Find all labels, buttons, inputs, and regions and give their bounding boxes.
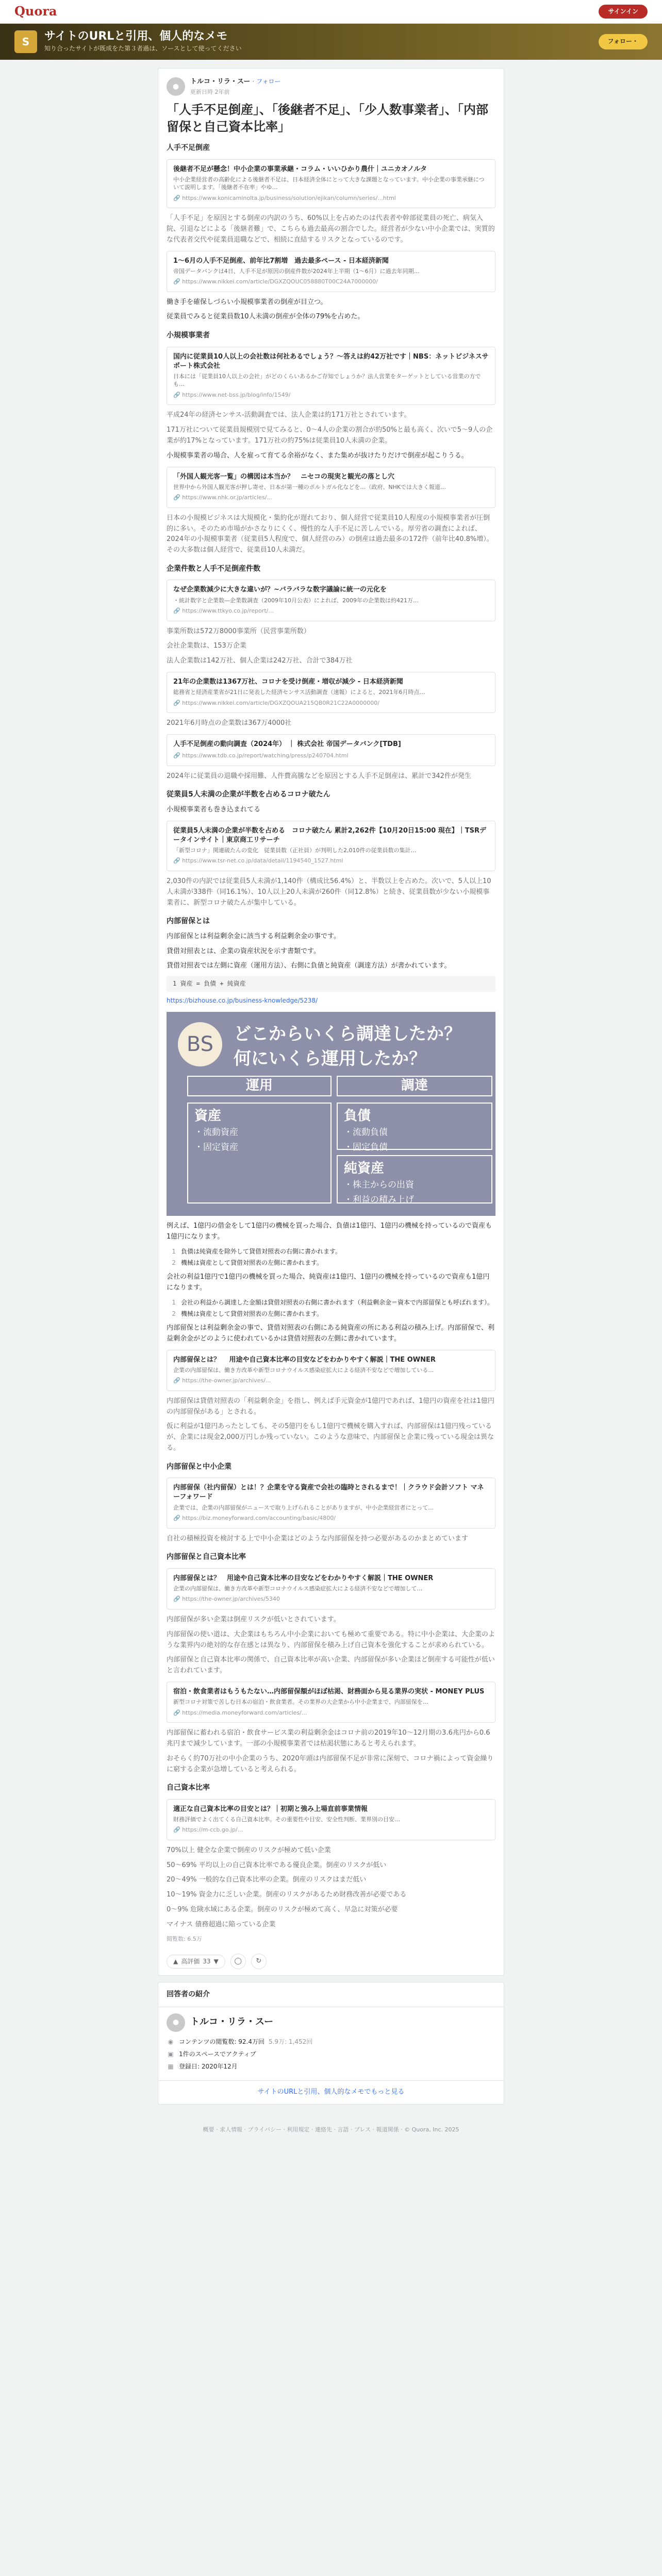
link-card-title: 国内に従業員10人以上の会社数は何社あるでしょう？～答えは約42万社です｜NBS：ネットビジネスサポート株式会社 — [173, 352, 489, 370]
link-card[interactable] — [167, 580, 495, 621]
top-bar — [0, 0, 662, 24]
source-link[interactable]: https://bizhouse.co.jp/business-knowledge/5238/ — [167, 997, 318, 1005]
section-heading: 内部留保と自己資本比率 — [167, 1553, 246, 1562]
avatar[interactable]: ● — [167, 2013, 185, 2032]
paragraph: 2024年に従業員の退職や採用難、人件費高騰などを原因とする人手不足倒産は、累計で342件が発生 — [167, 772, 471, 780]
link-card-url: 🔗 https://media.moneyforward.com/articles/... — [173, 1709, 307, 1716]
upvote-button[interactable] — [167, 1955, 225, 1969]
link-card[interactable] — [167, 1682, 495, 1723]
paragraph: 例えば、1億円の借金をして1億円の機械を買った場合、負債は1億円、1億円の機械を持っているので資産も1億円になります。 — [167, 1222, 492, 1241]
link-card-url: 🔗 https://www.nhk.or.jp/articles/... — [173, 494, 272, 501]
paragraph: 内部留保に蓄われる宿泊・飲食サービス業の利益剰余金はコロナ前の2019年10〜12月期の3.6兆円から0.6兆円まで減少しています。一部の小規模事業者では枯渇状態にあると考えられます。 — [167, 1729, 490, 1748]
link-card-title: 21年の企業数は1367万社、コロナを受け倒産・増収が減少 - 日本経済新聞 — [173, 677, 403, 686]
link-card-title: 適正な自己資本比率の目安とは？｜初期と強み上場直前事業情報 — [173, 1805, 368, 1813]
paragraph: 自社の積極投資を検討する上で中小企業はどのような内部留保を持つ必要があるのかまとめています — [167, 1534, 469, 1543]
paragraph: 会社の利益1億円で1億円の機械を買った場合、純資産は1億円、1億円の機械を持っているので資産も1億円になります。 — [167, 1273, 490, 1292]
ratio-item: マイナス 債務超過に陥っている企業 — [167, 1920, 276, 1928]
action-bar — [167, 1950, 495, 1969]
paragraph: 日本の小規模ビジネスは大規模化・集約化が遅れており、個人経営で従業員10人程度の小規模事業者が圧倒的に多い。そのため市場がかさなりにくく、慢性的な人手不足に苦しんでいる。厚労省の調査によれば、2024年の小規模事業者（従業員5人程度で、個人経営のみ）の倒産は過去最多の172件（前年比40.8%増）。その大多数は個人経営で、従業員10人未満だ。 — [167, 514, 493, 554]
signin-button[interactable]: サインイン — [599, 5, 648, 19]
credential-spaces: ▣ 1件のスペースでアクティブ — [167, 2049, 495, 2059]
ratio-list — [167, 1845, 495, 1930]
paragraph: 171万社について従業員規模別で見てみると、0〜4人の企業の割合が約50%と最も高く、次いで5〜9人の企業が約17%となっています。171万社の約75%は従業員10人未満の企業。 — [167, 426, 493, 445]
link-card[interactable] — [167, 467, 495, 508]
section-heading: 従業員5人未満の企業が半数を占めるコロナ破たん — [167, 790, 330, 799]
eye-icon: ◉ — [168, 2038, 174, 2045]
link-card-title: なぜ企業数減少に大きな違いが？~バラバラな数字議論に統一の元化を — [173, 586, 387, 594]
link-card-title: 内部留保とは？ 用途や自己資本比率の目安などをわかりやすく解説｜THE OWNER — [173, 1355, 436, 1364]
paragraph: 会社企業数は、153万企業 — [167, 642, 246, 650]
link-card-title: 後継者不足が懸念！中小企業の事業承継・コラム・いいひかり農什｜ユニカオノルタ — [173, 165, 427, 173]
space-header — [0, 24, 662, 60]
share-icon[interactable]: ↻ — [251, 1954, 267, 1969]
ratio-item: 20〜49% 一般的な自己資本比率の企業。倒産のリスクはまだ低い — [167, 1876, 367, 1884]
link-card[interactable] — [167, 734, 495, 766]
link-card-url: 🔗 https://www.ttkyo.co.jp/report/... — [173, 607, 274, 614]
paragraph: 「人手不足」を原因とする倒産の内訳のうち、60%以上を占めたのは代表者や幹部従業員の死亡、病気入院、引退などによる「後継者難」で、こちらも過去最高の割合でした。経営者が少ない中小企業では、実質的な代表者交代や従業員退職などで、相続に直結するリスクとなっているのです。 — [167, 214, 495, 244]
link-card-description: 財務評価でよく出てくる自己資本比率。その重要性や目安、安全性判断、業界別の目安… — [173, 1816, 400, 1823]
link-card-url: 🔗 https://www.tsr-net.co.jp/data/detail/1194540_1527.html — [173, 857, 343, 865]
link-card[interactable] — [167, 1478, 495, 1528]
about-heading: 回答者の紹介 — [158, 1982, 504, 2007]
paragraph: 内部留保の使い道は、大企業はもちろん中小企業においても極めて重要である。特に中小企業は、大企業のような業界内の絶対的な存在感とは異なり、内部留保を積み上げ自己資本を強化することが求められている。 — [167, 1630, 495, 1649]
link-card[interactable] — [167, 1568, 495, 1609]
link-card-description: 「新型コロナ」関連破たんの変化 従業員数（正社員）が判明した2,010件の従業員数の集計… — [173, 847, 417, 854]
space-title[interactable]: サイトのURLと引用、個人的なメモ — [44, 30, 228, 43]
credential-joined: ▦ 登録日: 2020年12月 — [167, 2062, 495, 2072]
paragraph: 小規模事業者も巻き込まれてる — [167, 805, 261, 814]
credential-views: ◉ コンテンツの閲覧数: 92.4万回 5.9万: 1,452回 — [167, 2037, 495, 2047]
link-card-description: ・統計数字と企業数―企業数調査（2009年10月公表）によれば、2009年の企業数は約421万… — [173, 597, 419, 604]
section-heading: 企業件数と人手不足倒産件数 — [167, 564, 260, 573]
link-card-url: 🔗 https://www.net-bss.jp/blog/info/1549/ — [173, 391, 291, 398]
follow-space-button[interactable]: フォロー・ — [599, 34, 648, 49]
paragraph: 2021年6月時点の企業数は367万4000社 — [167, 719, 292, 727]
upvote-label: 高評価 — [181, 1957, 200, 1965]
link-card-url: 🔗 https://www.nikkei.com/article/DGXZQOUA215QB0R21C22A0000000/ — [173, 699, 379, 706]
ratio-item: 0〜9% 危険水域にある企業。倒産のリスクが極めて高く、早急に対策が必要 — [167, 1906, 398, 1914]
bs-equity-box: 純資産 ・株主からの出資 ・利益の積み上げ — [337, 1155, 492, 1204]
link-card-url: 🔗 https://biz.moneyforward.com/accounting/basic/4800/ — [173, 1515, 336, 1522]
space-icon[interactable]: S — [14, 30, 37, 53]
link-card-url: 🔗 https://m-ccb.go.jp/... — [173, 1826, 243, 1834]
code-block: 1 資産 = 負債 + 純資産 — [167, 976, 495, 992]
ratio-item: 50〜69% 平均以上の自己資本比率である優良企業。倒産のリスクが低い — [167, 1861, 387, 1869]
more-from-space-link[interactable]: サイトのURLと引用、個人的なメモでもっと見る — [158, 2080, 504, 2104]
section-heading: 内部留保とは — [167, 917, 210, 926]
bs-headline: どこからいくら調達したか？ 何にいくら運用したか？ — [234, 1024, 461, 1069]
paragraph: 貸借対照表とは、企業の資産状況を示す書類です。 — [167, 947, 320, 955]
post-title: 「人手不足倒産」、「後継者不足」、「少人数事業者」、「内部留保と自己資本比率」 — [167, 103, 488, 134]
paragraph: 内部留保が多い企業は倒産リスクが低いとされています。 — [167, 1615, 340, 1623]
link-card[interactable] — [167, 347, 495, 405]
numbered-list: 1 会社の利益から調達した金額は貸借対照表の右側に書かれます（利益剰余金＝資本で内部留保とも呼ばれます）。 2 機械は資産として貸借対照表の左側に書かれます。 — [172, 1298, 494, 1317]
link-card[interactable] — [167, 672, 495, 713]
paragraph: 2,030件の内訳では従業員5人未満が1,140件（構成比56.4%）と、半数以上を占めた。次いで、5人以上10人未満が338件（同16.1%）、10人以上20人未満が260件（同12.8%）と続き、従業員数が少ない小規模事業者に、新型コロナ破たんが集中している。 — [167, 877, 491, 907]
post-date: 更新日時 2年前 — [190, 88, 230, 95]
paragraph: 働き手を確保しづらい小規模事業者の倒産が目立つ。 — [167, 298, 327, 306]
space-icon: ▣ — [168, 2050, 174, 2058]
link-card-title: 内部留保とは？ 用途や自己資本比率の目安などをわかりやすく解説｜THE OWNER — [173, 1574, 434, 1582]
post-card — [158, 68, 504, 1976]
paragraph: おそらく約70万社の中小企業のうち、2020年頭は内部留保不足が非常に深刻で、コロナ禍によって資金繰りに窮する企業が急増していると考えられる。 — [167, 1754, 494, 1773]
comment-icon[interactable]: ◯ — [230, 1954, 246, 1969]
link-card-description: 中小企業経営者の高齢化による後継者不足は、日本経済全体にとって大きな課題となっています。中小企業の事業承継について説明します。「後継者不在率」やゆ… — [173, 176, 485, 191]
link-card-title: 「外国人観光客一覧」の構図は本当か？ ニセコの現実と観光の落とし穴 — [173, 472, 395, 481]
author-name[interactable]: トルコ・リラ・スー — [190, 78, 251, 86]
ratio-item: 70%以上 健全な企業で倒産のリスクが極めて低い企業 — [167, 1846, 331, 1854]
bs-badge: BS — [178, 1022, 222, 1066]
profile-name[interactable]: トルコ・リラ・スー — [190, 2016, 274, 2028]
link-card[interactable] — [167, 1799, 495, 1840]
paragraph: 内部留保は貸借対照表の「利益剰余金」を指し、例えば手元資金が1億円であれば、1億円の資産を社は1億円の内部留保がある」とされる。 — [167, 1397, 494, 1416]
quora-logo[interactable]: Quora — [14, 4, 57, 19]
link-card-url: 🔗 https://the-owner.jp/archives/5340 — [173, 1596, 280, 1603]
numbered-list: 1 負債は純資産を除外して貸借対照表の右側に書かれます。 2 機械は資産として貸借対照表の左側に書かれます。 — [172, 1247, 342, 1266]
link-card-title: 人手不足倒産の動向調査（2024年） ｜ 株式会社 帝国データバンク[TDB] — [173, 740, 401, 748]
author-follow-link[interactable]: · フォロー — [252, 78, 281, 85]
paragraph: 小規模事業者の場合、人を雇って育てる余裕がなく、また集めが抜けたりだけで倒産が起こりうる。 — [167, 451, 468, 460]
link-card-title: 内部留保（社内留保）とは！？企業を守る資産で会社の臨時とされるまで！｜クラウド会計ソフト マネーフォワード — [173, 1484, 484, 1501]
balance-sheet-figure — [167, 1012, 495, 1216]
footer: 概要 · 求人情報 · プライバシー · 利用規定 · 連絡先 · 言語 · プレス · 報道関係 · © Quora, Inc. 2025 — [203, 2126, 459, 2133]
paragraph: 内部留保と自己資本比率の関係で、自己資本比率が高い企業、内部留保が多い企業ほど倒産する可能性が低いと言われています。 — [167, 1656, 495, 1675]
about-author-card — [158, 1982, 504, 2105]
link-card-title: 従業員5人未満の企業が半数を占める コロナ破たん 累計2,262件【10月20日15:00 現在】｜TSRデータインサイト｜東京商工リサーチ — [173, 826, 487, 844]
section-heading: 内部留保と中小企業 — [167, 1462, 231, 1471]
link-card-description: 企業の内部留保は、働き方改革や新型コロナウイルス感染症拡大による経済不安などで増加している… — [173, 1366, 434, 1374]
link-card-description: 企業では、企業の内部留保がニュースで取り上げられることがありますが、中小企業経営者にとって… — [173, 1504, 434, 1511]
upvote-count: 33 — [203, 1957, 211, 1965]
link-card-description: 帝国データバンクは4日、人手不足が原因の倒産件数が2024年上半期（1～6月）に過去年同期… — [173, 267, 420, 275]
upvote-icon: ▲ — [173, 1957, 178, 1965]
view-count: 閲覧数: 6.5万 — [167, 1935, 202, 1942]
avatar[interactable]: ● — [167, 77, 185, 96]
link-card[interactable] — [167, 821, 495, 871]
link-card-description: 世界中から外国人観光客が押し寄せ、日本が第一種のポルトガル化などを…（政府、NHKでは大きく報道… — [173, 483, 446, 490]
paragraph: 平成24年の経済センサス-活動調査では、法人企業は約171万社とされています。 — [167, 411, 411, 419]
link-card-description: 企業の内部留保は、働き方改革や新型コロナウイルス感染症拡大による経済不安などで増加して… — [173, 1585, 423, 1592]
link-card-url: 🔗 https://www.tdb.co.jp/report/watching/press/p240704.html — [173, 752, 349, 759]
link-card-url: 🔗 https://www.nikkei.com/article/DGXZQOUC058880T00C24A7000000/ — [173, 278, 378, 285]
link-card[interactable] — [167, 159, 495, 209]
link-card-description: 新型コロナ対策で苦しむ日本の宿泊・飲食業者。その業界の大企業から中小企業まで、内部留保を… — [173, 1699, 428, 1706]
paragraph: 従業員でみると従業員数10人未満の倒産が全体の79%を占めた。 — [167, 313, 365, 321]
bs-asset-box: 資産 ・流動資産 ・固定資産 — [187, 1103, 332, 1204]
paragraph: 内部留保とは利益剰余金に該当する利益剰余金の事です。 — [167, 932, 340, 940]
space-description: 知り合ったサイトが既成をた第３者過は、ソースとして使ってください — [44, 44, 242, 52]
link-card[interactable] — [167, 1350, 495, 1391]
link-card-url: 🔗 https://www.konicaminolta.jp/business/solution/ejikan/column/series/...html — [173, 194, 396, 201]
calendar-icon: ▦ — [168, 2063, 174, 2071]
bs-right-head: 調達 — [337, 1076, 492, 1096]
bs-left-head: 運用 — [187, 1076, 332, 1096]
paragraph: 事業所数は572万8000事業所（民営事業所数） — [167, 627, 310, 635]
paragraph: 仮に利益が1億円あったとしても、その5億円をもし1億円で機械を購入すれば、内部留保は1億円残っているが、企業には現金2,000万円しか残っていない。このような意味で、内部留保と企業に残っている現金は異なる。 — [167, 1422, 494, 1452]
section-heading: 人手不足倒産 — [167, 144, 210, 152]
ratio-item: 10〜19% 資金力に乏しい企業。倒産のリスクがあるため財務改善が必要である — [167, 1891, 407, 1899]
section-heading: 自己資本比率 — [167, 1784, 210, 1792]
section-heading: 小規模事業者 — [167, 331, 210, 340]
link-card[interactable] — [167, 251, 495, 292]
link-card-title: 1～6月の人手不足倒産、前年比7割増 過去最多ペース - 日本経済新聞 — [173, 257, 389, 265]
link-card-title: 宿泊・飲食業者はもうもたない…内部留保額がほぼ枯渇、財務面から見る業界の実状 - MONEY PLUS — [173, 1687, 485, 1696]
link-card-description: 日本には「従業員10人以上の会社」がどのくらいあるかご存知でしょうか？法人営業をターゲットとしている営業の方でも… — [173, 373, 481, 388]
downvote-icon[interactable]: ▼ — [213, 1957, 219, 1965]
paragraph: 内部留保とは利益剰余金の事で、貸借対照表の右側にある純資産の所にある利益の積み上げ。内部留保で、利益剰余金がどのように使われているかは貸借対照表の左側に書かれています。 — [167, 1324, 494, 1343]
link-card-description: 総務省と経済産業省が21日に発表した経済センサス活動調査（速報）によると、2021年6月時点… — [173, 689, 425, 696]
link-card-url: 🔗 https://the-owner.jp/archives/... — [173, 1377, 271, 1384]
paragraph: 貸借対照表では左側に資産（運用方法）、右側に負債と純資産（調達方法）が書かれています。 — [167, 962, 451, 970]
bs-debt-box: 負債 ・流動負債 ・固定負債 — [337, 1103, 492, 1150]
paragraph: 法人企業数は142万社、個人企業は242万社、合計で384万社 — [167, 657, 353, 665]
